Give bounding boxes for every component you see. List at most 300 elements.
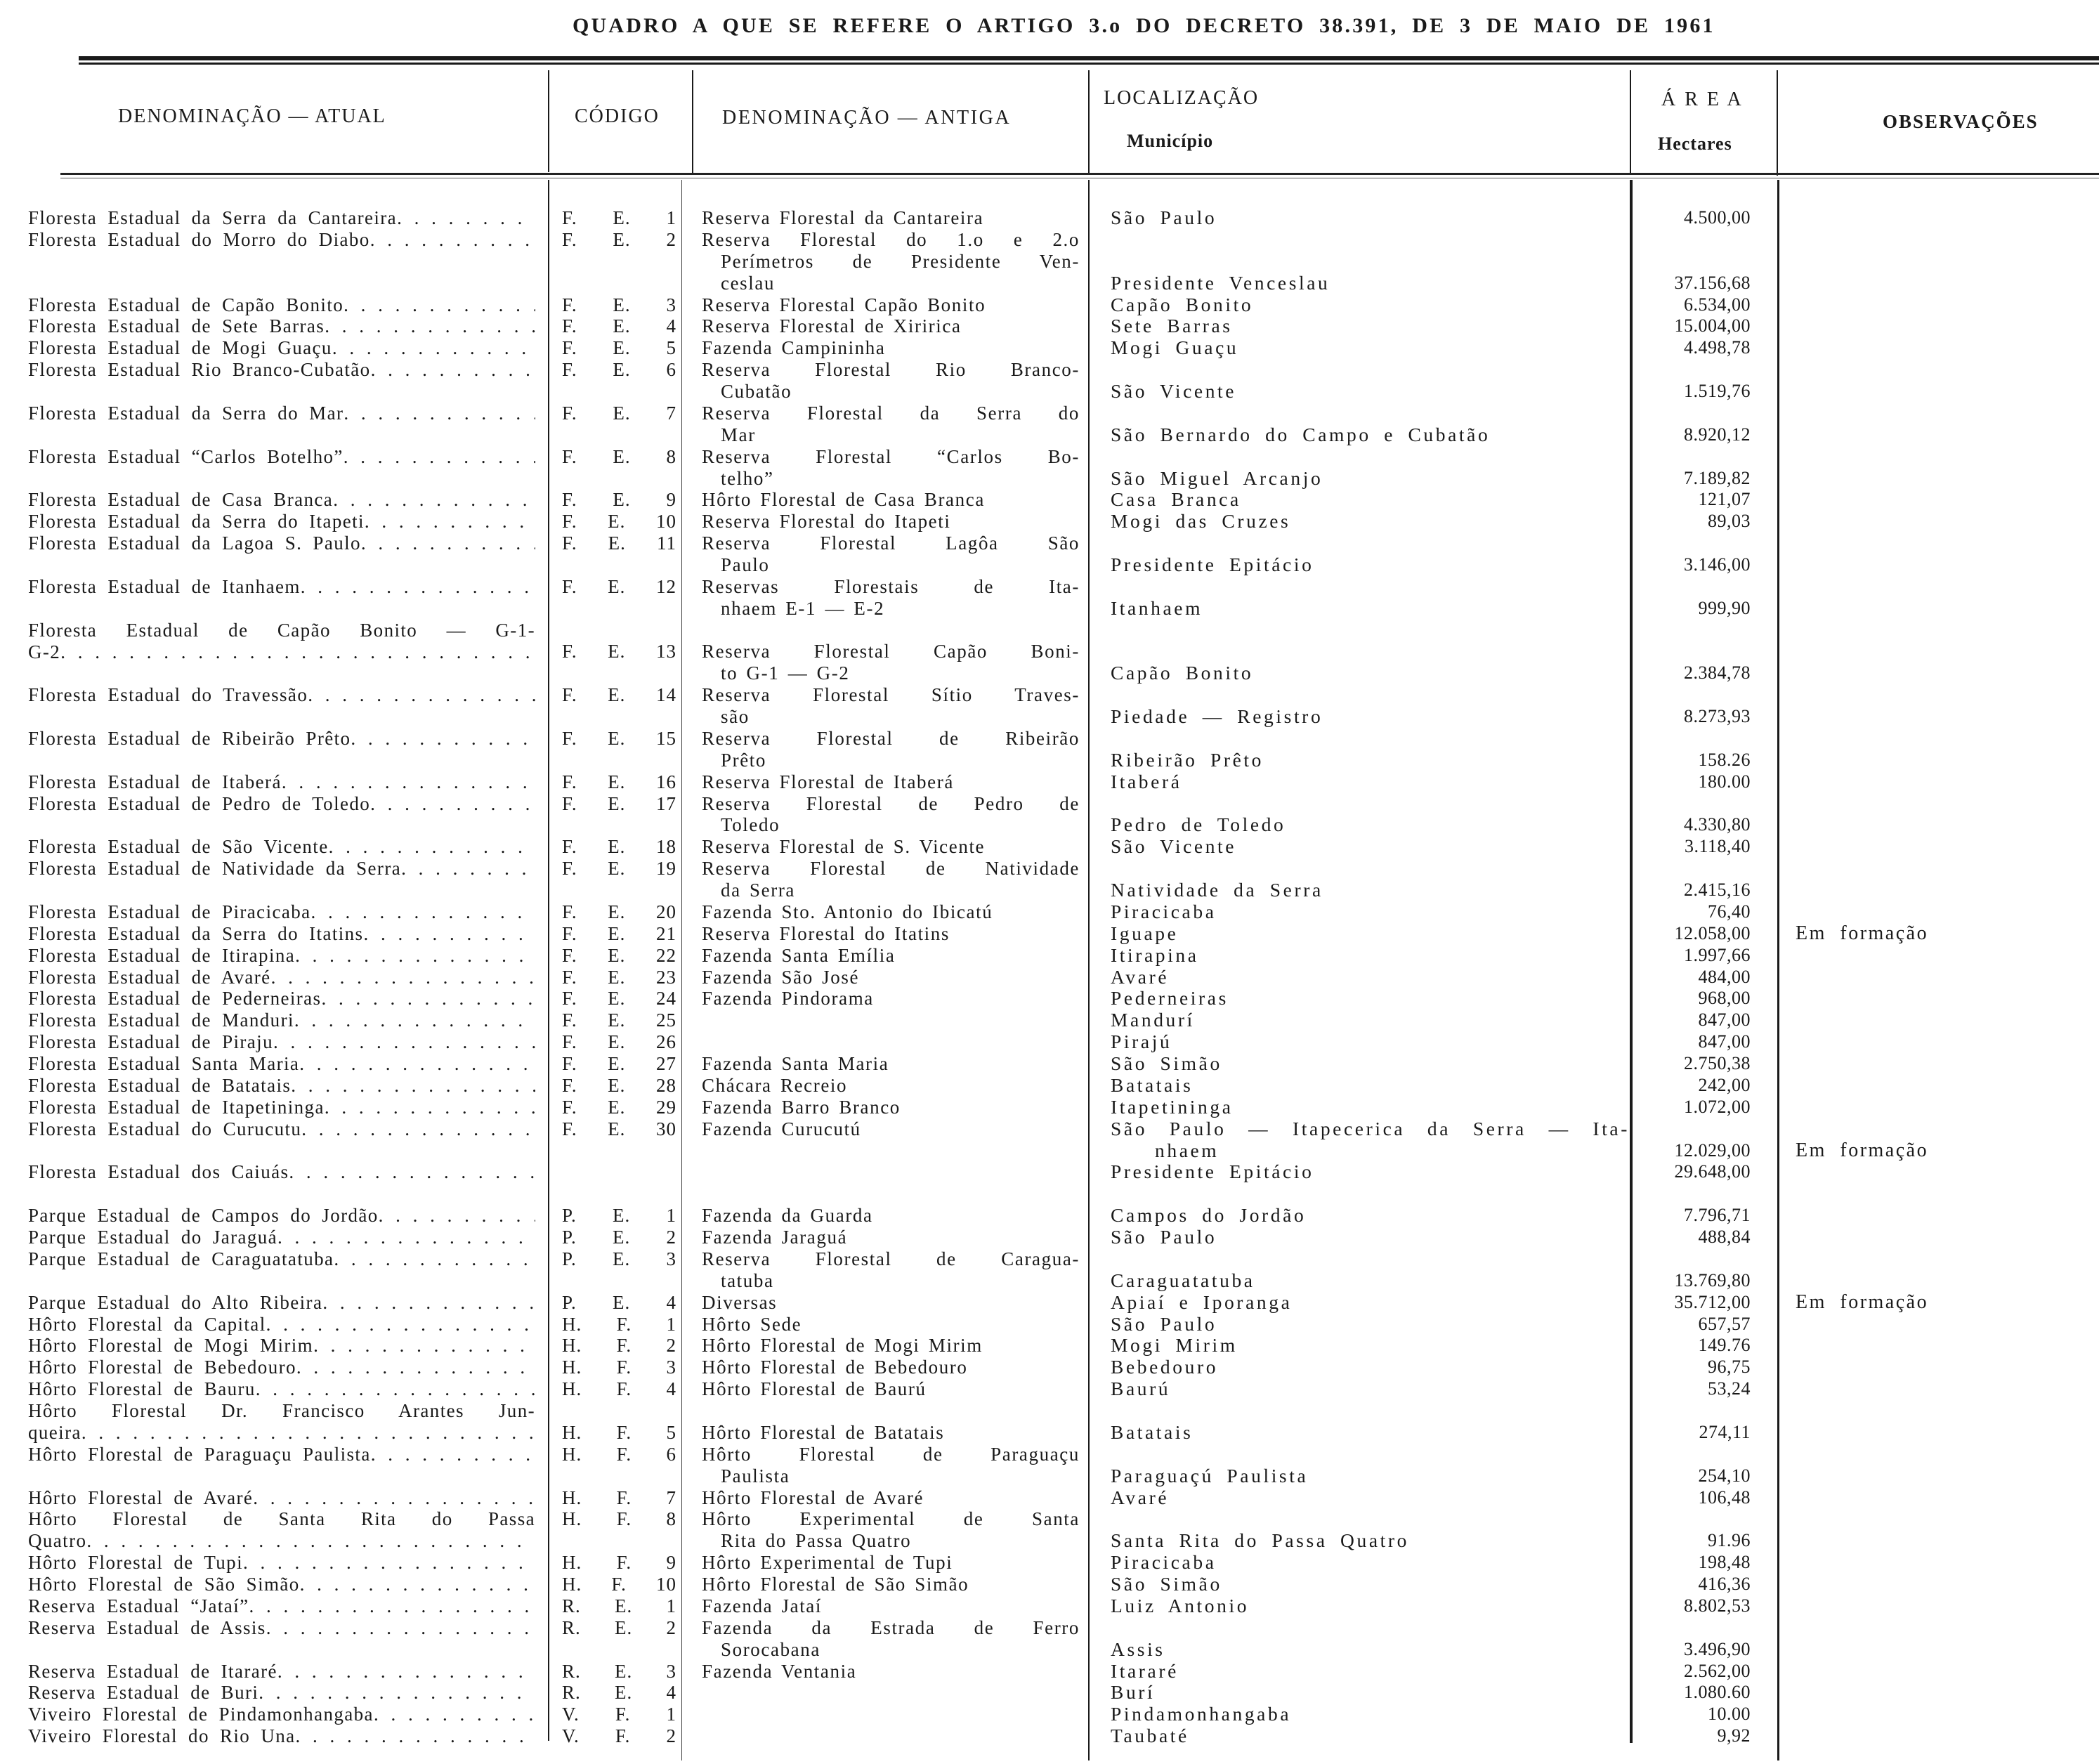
municipio-line: Pirajú — [1111, 1031, 1172, 1053]
observacoes-line: Em formação — [1796, 1291, 1929, 1313]
codigo — [549, 1314, 692, 1335]
denominacao-atual — [28, 1161, 535, 1183]
table-row — [0, 207, 2099, 229]
denominacao-antiga-line: Fazenda Ventania — [702, 1660, 857, 1682]
area-hectares-line: 37.156,68 — [1674, 272, 1751, 293]
codigo — [549, 294, 692, 316]
observacoes-line: Em formação — [1796, 1139, 1929, 1161]
codigo — [549, 207, 692, 229]
area-hectares — [1630, 901, 1777, 923]
codigo — [549, 511, 692, 533]
denominacao-atual — [28, 1552, 535, 1574]
codigo-line: F. E. 28 — [562, 1074, 676, 1096]
denominacao-antiga-line: Reserva Florestal do Itapeti — [702, 511, 951, 533]
denominacao-atual — [28, 1010, 535, 1031]
denominacao-atual — [28, 1075, 535, 1097]
denominacao-atual — [28, 1314, 535, 1335]
codigo-line: V. F. 1 — [562, 1704, 676, 1725]
denominacao-antiga-line: to G-1 — G-2 — [721, 662, 850, 684]
codigo-line: R. E. 3 — [562, 1660, 676, 1682]
area-hectares-line: 106,48 — [1698, 1487, 1751, 1508]
area-hectares-line: 76,40 — [1708, 901, 1751, 922]
denominacao-atual — [28, 620, 535, 685]
codigo-line: F. E. 14 — [562, 684, 676, 706]
denominacao-atual — [28, 294, 535, 316]
denominacao-atual-line: Floresta Estadual de Casa Branca . . . — [28, 489, 535, 511]
municipio-line: Itapetininga — [1111, 1095, 1234, 1118]
codigo — [549, 945, 692, 967]
denominacao-antiga — [692, 576, 1088, 620]
denominacao-atual-line: Floresta Estadual de São Vicente . . . — [28, 836, 535, 858]
municipio-line: Ribeirão Prêto — [1111, 748, 1264, 771]
denominacao-antiga-line: Reserva Florestal Capão Boni- — [702, 641, 1080, 662]
denominacao-antiga — [692, 728, 1088, 771]
denominacao-atual — [28, 1400, 535, 1444]
denominacao-atual-line: Hôrto Florestal de São Simão . . . — [28, 1574, 535, 1595]
table-row — [0, 1053, 2099, 1075]
municipio-line: Avaré — [1111, 1486, 1170, 1508]
denominacao-antiga — [692, 1487, 1088, 1509]
area-hectares — [1630, 836, 1777, 858]
denominacao-antiga-line: Hôrto Florestal de Batatais — [702, 1421, 945, 1443]
codigo-line: F. E. 19 — [562, 858, 676, 880]
denominacao-atual-line: Floresta Estadual de Itapetininga . . . — [28, 1097, 535, 1118]
denominacao-atual-line: G-2 . . . — [28, 641, 535, 663]
table-row — [0, 836, 2099, 858]
municipio — [1088, 1227, 1630, 1248]
municipio — [1088, 1270, 1630, 1292]
codigo-line: F. E. 22 — [562, 944, 676, 966]
codigo — [549, 967, 692, 988]
table-row — [0, 1595, 2099, 1617]
table-row — [0, 1097, 2099, 1118]
denominacao-atual — [28, 1357, 535, 1378]
denominacao-antiga-line: Reserva Florestal de Xiririca — [702, 315, 962, 337]
municipio — [1088, 1031, 1630, 1053]
codigo-line: F. E. 13 — [562, 641, 676, 662]
denominacao-atual — [28, 1682, 535, 1704]
denominacao-atual-line: Hôrto Florestal de Bebedouro . . . — [28, 1357, 535, 1378]
denominacao-antiga — [692, 967, 1088, 988]
denominacao-antiga-line: Hôrto Florestal de Avaré — [702, 1487, 924, 1508]
column-divider — [1630, 70, 1631, 174]
municipio — [1088, 1465, 1630, 1487]
municipio-line: Presidente Venceslau — [1111, 271, 1330, 294]
area-hectares-line: 1.997,66 — [1684, 944, 1751, 965]
table-row — [0, 1487, 2099, 1509]
area-hectares-line: 2.384,78 — [1684, 662, 1751, 684]
codigo — [549, 489, 692, 511]
denominacao-antiga — [692, 1595, 1088, 1617]
area-hectares-line: 968,00 — [1698, 988, 1751, 1009]
table-row — [0, 793, 2099, 837]
denominacao-atual — [28, 793, 535, 837]
table-row — [0, 923, 2099, 945]
codigo-line: H. F. 2 — [562, 1335, 676, 1357]
codigo — [549, 1335, 692, 1357]
area-hectares — [1630, 1314, 1777, 1335]
denominacao-atual-line: Reserva Estadual de Buri . . . — [28, 1682, 535, 1704]
denominacao-antiga — [692, 1097, 1088, 1118]
area-hectares-line: 488,84 — [1698, 1227, 1751, 1248]
denominacao-antiga — [692, 1335, 1088, 1357]
observacoes — [1777, 1292, 2099, 1314]
observacoes-line: Em formação — [1796, 922, 1929, 944]
table-row — [0, 945, 2099, 967]
denominacao-antiga-line: Fazenda Santa Emília — [702, 944, 896, 966]
codigo-line: F. E. 26 — [562, 1031, 676, 1053]
header-denominacao-atual: DENOMINAÇÃO — ATUAL — [118, 105, 386, 127]
area-hectares-line: 1.519,76 — [1684, 381, 1751, 401]
codigo — [549, 728, 692, 771]
area-hectares — [1630, 1031, 1777, 1053]
table-row — [0, 1704, 2099, 1725]
municipio — [1088, 1357, 1630, 1378]
codigo-line: H. F. 5 — [562, 1421, 676, 1443]
denominacao-antiga-line: Reserva Florestal da Serra do — [702, 402, 1080, 424]
area-hectares — [1630, 511, 1777, 533]
municipio-line: Mandurí — [1111, 1009, 1195, 1031]
codigo-line: F. E. 9 — [562, 489, 676, 511]
municipio — [1088, 836, 1630, 858]
municipio — [1088, 1422, 1630, 1444]
codigo-line: H. F. 10 — [562, 1574, 676, 1595]
municipio-line: Itanhaem — [1111, 596, 1203, 619]
codigo-line: F. E. 29 — [562, 1096, 676, 1118]
denominacao-antiga-line: Hôrto Florestal de São Simão — [702, 1574, 969, 1595]
denominacao-antiga-line: Hôrto Experimental de Santa — [702, 1508, 1080, 1530]
denominacao-antiga — [692, 771, 1088, 793]
area-hectares — [1630, 315, 1777, 337]
municipio — [1088, 1530, 1630, 1552]
denominacao-atual-line: Viveiro Florestal do Rio Una . . . — [28, 1725, 535, 1747]
area-hectares-line: 3.146,00 — [1684, 554, 1751, 575]
municipio-line: Caraguatatuba — [1111, 1269, 1255, 1291]
municipio-line: Mogi Guaçu — [1111, 337, 1239, 359]
municipio-line: Presidente Epitácio — [1111, 554, 1314, 575]
area-hectares-line: 121,07 — [1698, 489, 1751, 510]
codigo-line: R. E. 2 — [562, 1616, 676, 1638]
municipio-line: Baurú — [1111, 1378, 1171, 1400]
denominacao-antiga — [692, 207, 1088, 229]
municipio-line: Pederneiras — [1111, 987, 1229, 1010]
codigo-line: F. E. 2 — [562, 228, 676, 250]
area-hectares-line: 3.118,40 — [1684, 836, 1751, 857]
area-hectares — [1630, 337, 1777, 359]
denominacao-antiga-line: Hôrto Experimental de Tupi — [702, 1552, 953, 1574]
area-hectares — [1630, 1530, 1777, 1552]
area-hectares — [1630, 1682, 1777, 1704]
denominacao-atual — [28, 359, 535, 403]
municipio — [1088, 489, 1630, 511]
denominacao-antiga-line: Fazenda Barro Branco — [702, 1096, 901, 1118]
denominacao-atual-line: Floresta Estadual da Serra do Mar . . . — [28, 403, 535, 424]
denominacao-antiga-line: Rita do Passa Quatro — [721, 1530, 912, 1552]
area-hectares-line: 96,75 — [1708, 1357, 1751, 1378]
area-hectares — [1630, 1574, 1777, 1595]
denominacao-antiga-line: Perímetros de Presidente Ven- — [721, 250, 1080, 272]
denominacao-atual — [28, 1248, 535, 1292]
municipio — [1088, 1205, 1630, 1227]
denominacao-antiga — [692, 1118, 1088, 1162]
denominacao-antiga — [692, 858, 1088, 901]
denominacao-atual — [28, 1574, 535, 1595]
municipio — [1088, 511, 1630, 533]
area-hectares — [1630, 1270, 1777, 1292]
denominacao-antiga-line: Reserva Florestal do Itatins — [702, 922, 950, 944]
codigo-line: F. E. 16 — [562, 771, 676, 792]
codigo-line: H. F. 4 — [562, 1378, 676, 1400]
denominacao-antiga-line: Hôrto Florestal de Paraguaçu — [702, 1443, 1080, 1465]
municipio-line: Mogi das Cruzes — [1111, 510, 1291, 533]
denominacao-atual — [28, 1617, 535, 1661]
codigo — [549, 1097, 692, 1118]
area-hectares-line: 158.26 — [1698, 749, 1751, 770]
codigo — [549, 359, 692, 403]
denominacao-atual-line: Floresta Estadual de Piraju . . . — [28, 1031, 535, 1053]
denominacao-atual — [28, 988, 535, 1010]
denominacao-antiga — [692, 1444, 1088, 1487]
table-row — [0, 1400, 2099, 1444]
codigo — [549, 1161, 692, 1183]
area-hectares-line: 847,00 — [1698, 1031, 1751, 1052]
area-hectares — [1630, 1010, 1777, 1031]
codigo-line: H. F. 9 — [562, 1552, 676, 1574]
denominacao-antiga-line: Fazenda Curucutú — [702, 1118, 861, 1139]
area-hectares — [1630, 967, 1777, 988]
area-hectares-line: 7.796,71 — [1684, 1205, 1751, 1226]
denominacao-atual-line: Floresta Estadual de Itirapina . . . — [28, 945, 535, 967]
codigo-line: F. E. 11 — [562, 533, 676, 554]
codigo-line: F. E. 30 — [562, 1118, 676, 1139]
denominacao-atual — [28, 923, 535, 945]
area-hectares-line: 416,36 — [1698, 1574, 1751, 1595]
group-spacer — [0, 1183, 2099, 1205]
denominacao-antiga — [692, 1205, 1088, 1227]
denominacao-atual — [28, 771, 535, 793]
denominacao-antiga — [692, 684, 1088, 728]
area-hectares — [1630, 814, 1777, 836]
table-row — [0, 858, 2099, 901]
area-hectares-line: 89,03 — [1708, 511, 1751, 532]
denominacao-atual — [28, 1725, 535, 1747]
municipio-line: Santa Rita do Passa Quatro — [1111, 1529, 1409, 1552]
table-row — [0, 1075, 2099, 1097]
area-hectares-line: 149.76 — [1698, 1335, 1751, 1356]
codigo-line: F. E. 24 — [562, 988, 676, 1010]
municipio-line: São Paulo — [1111, 207, 1217, 228]
header-codigo: CÓDIGO — [575, 105, 660, 127]
area-hectares-line: 999,90 — [1698, 597, 1751, 618]
area-hectares — [1630, 1357, 1777, 1378]
area-hectares — [1630, 1205, 1777, 1227]
codigo — [549, 988, 692, 1010]
codigo — [549, 1661, 692, 1683]
municipio — [1088, 381, 1630, 403]
area-hectares — [1630, 1161, 1777, 1183]
denominacao-atual — [28, 207, 535, 229]
municipio-line: São Bernardo do Campo e Cubatão — [1111, 423, 1491, 445]
denominacao-atual — [28, 1704, 535, 1725]
table-row — [0, 1682, 2099, 1704]
denominacao-antiga — [692, 294, 1088, 316]
codigo — [549, 1400, 692, 1444]
codigo — [549, 1552, 692, 1574]
table-row — [0, 1205, 2099, 1227]
municipio — [1088, 1053, 1630, 1075]
codigo-line: H. F. 1 — [562, 1313, 676, 1335]
denominacao-atual-line: Floresta Estadual da Serra da Cantareira . . . — [28, 207, 535, 229]
denominacao-atual-line: Hôrto Florestal de Mogi Mirim . . . — [28, 1335, 535, 1357]
area-hectares-line: 8.920,12 — [1684, 424, 1751, 445]
denominacao-antiga-line: tatuba — [721, 1269, 774, 1291]
codigo — [549, 1508, 692, 1552]
municipio-line: Itaberá — [1111, 770, 1182, 792]
table-row — [0, 1227, 2099, 1248]
area-hectares-line: 9,92 — [1717, 1725, 1751, 1746]
denominacao-atual-line: Hôrto Florestal de Santa Rita do Passa — [28, 1508, 535, 1530]
area-hectares — [1630, 1639, 1777, 1661]
codigo-line: F. E. 21 — [562, 922, 676, 944]
area-hectares — [1630, 1704, 1777, 1725]
area-hectares — [1630, 771, 1777, 793]
denominacao-antiga — [692, 923, 1088, 945]
denominacao-antiga-line: Reserva Florestal “Carlos Bo- — [702, 445, 1080, 467]
document-title: QUADRO A QUE SE REFERE O ARTIGO 3.o DO DECRETO 38.391, DE 3 DE MAIO DE 1961 — [573, 14, 1715, 37]
area-hectares-line: 12.058,00 — [1674, 922, 1751, 943]
municipio-line: Itararé — [1111, 1659, 1179, 1682]
codigo — [549, 1595, 692, 1617]
municipio-line: São Paulo — Itapecerica da Serra — Ita- — [1111, 1117, 1630, 1139]
denominacao-atual-line: Floresta Estadual dos Caiuás . . . — [28, 1161, 535, 1183]
codigo — [549, 1227, 692, 1248]
denominacao-antiga-line: ceslau — [721, 272, 776, 294]
area-hectares — [1630, 1227, 1777, 1248]
denominacao-antiga — [692, 1292, 1088, 1314]
denominacao-antiga — [692, 1053, 1088, 1075]
codigo — [549, 1378, 692, 1400]
denominacao-antiga-line: Reserva Florestal de Natividade — [702, 858, 1080, 880]
denominacao-antiga — [692, 1161, 1088, 1183]
area-hectares-line: 198,48 — [1698, 1552, 1751, 1573]
denominacao-antiga-line: Fazenda Santa Maria — [702, 1053, 889, 1075]
municipio — [1088, 468, 1630, 490]
denominacao-antiga-line: Reserva Florestal Sítio Traves- — [702, 684, 1080, 706]
denominacao-atual-line: Hôrto Florestal de Paraguaçu Paulista . . . — [28, 1444, 535, 1465]
codigo — [549, 1118, 692, 1162]
municipio — [1088, 967, 1630, 988]
municipio-line: Batatais — [1111, 1073, 1194, 1096]
denominacao-atual — [28, 489, 535, 511]
table-row — [0, 294, 2099, 316]
codigo — [549, 1031, 692, 1053]
area-hectares-line: 8.273,93 — [1684, 706, 1751, 727]
area-hectares-line: 254,10 — [1698, 1465, 1751, 1486]
denominacao-atual — [28, 1097, 535, 1118]
codigo — [549, 620, 692, 685]
municipio — [1088, 1314, 1630, 1335]
denominacao-antiga — [692, 403, 1088, 446]
codigo-line: H. F. 8 — [562, 1508, 676, 1530]
municipio — [1088, 424, 1630, 446]
table-row — [0, 1031, 2099, 1053]
denominacao-antiga — [692, 1400, 1088, 1444]
denominacao-antiga-line: Fazenda Pindorama — [702, 988, 874, 1010]
denominacao-antiga — [692, 533, 1088, 576]
denominacao-atual-line: Floresta Estadual “Carlos Botelho” . . . — [28, 446, 535, 468]
denominacao-antiga-line: Reserva Florestal de Pedro de — [702, 792, 1080, 814]
municipio-line: Luiz Antonio — [1111, 1594, 1250, 1616]
denominacao-antiga-line: Hôrto Florestal de Mogi Mirim — [702, 1335, 983, 1357]
table-row — [0, 1574, 2099, 1595]
codigo-line: F. E. 4 — [562, 315, 676, 337]
area-hectares — [1630, 381, 1777, 403]
denominacao-antiga — [692, 901, 1088, 923]
municipio-line: Itirapina — [1111, 943, 1199, 966]
table-row — [0, 229, 2099, 294]
area-hectares — [1630, 662, 1777, 684]
area-hectares-line: 2.562,00 — [1684, 1660, 1751, 1681]
area-hectares-line: 7.189,82 — [1684, 467, 1751, 488]
denominacao-atual-line: Hôrto Florestal da Capital . . . — [28, 1314, 535, 1335]
municipio — [1088, 750, 1630, 771]
denominacao-antiga-line: são — [721, 706, 750, 728]
codigo — [549, 576, 692, 620]
denominacao-atual-line: Floresta Estadual de Sete Barras . . . — [28, 315, 535, 337]
denominacao-atual — [28, 337, 535, 359]
denominacao-antiga-line: Hôrto Florestal de Baurú — [702, 1378, 927, 1400]
denominacao-atual-line: Parque Estadual de Caraguatatuba . . . — [28, 1248, 535, 1270]
denominacao-antiga-line: Fazenda Jataí — [702, 1595, 822, 1616]
codigo-line: F. E. 23 — [562, 966, 676, 988]
area-hectares — [1630, 1725, 1777, 1747]
municipio — [1088, 1292, 1630, 1314]
denominacao-atual-line: Floresta Estadual da Serra do Itatins . . . — [28, 923, 535, 945]
table-row — [0, 1335, 2099, 1357]
denominacao-atual — [28, 1378, 535, 1400]
codigo — [549, 1205, 692, 1227]
area-hectares-line: 10.00 — [1708, 1704, 1751, 1725]
denominacao-atual — [28, 229, 535, 294]
codigo — [549, 1682, 692, 1704]
area-hectares — [1630, 294, 1777, 316]
municipio — [1088, 923, 1630, 945]
header-denominacao-antiga: DENOMINAÇÃO — ANTIGA — [722, 107, 1012, 129]
denominacao-atual — [28, 1444, 535, 1487]
table-row — [0, 1725, 2099, 1747]
codigo-line: H. F. 7 — [562, 1487, 676, 1508]
codigo-line: F. E. 3 — [562, 294, 676, 315]
denominacao-atual-line: Floresta Estadual da Lagoa S. Paulo . . . — [28, 533, 535, 554]
municipio-line: Campos do Jordão — [1111, 1204, 1307, 1227]
table-row — [0, 1292, 2099, 1314]
codigo — [549, 1444, 692, 1487]
municipio-line: nhaem — [1155, 1139, 1219, 1161]
codigo — [549, 446, 692, 490]
municipio-line: Piracicaba — [1111, 1551, 1217, 1574]
codigo-line: F. E. 27 — [562, 1053, 676, 1075]
header-bottom-rule — [60, 173, 2099, 175]
area-hectares — [1630, 489, 1777, 511]
municipio-line: Piedade — Registro — [1111, 705, 1323, 728]
area-hectares-line: 4.330,80 — [1684, 814, 1751, 835]
municipio-line: São Paulo — [1111, 1312, 1217, 1335]
table-row — [0, 533, 2099, 576]
denominacao-atual — [28, 1487, 535, 1509]
denominacao-antiga-line: Reserva Florestal Capão Bonito — [702, 294, 986, 315]
table-row — [0, 1248, 2099, 1292]
area-hectares-line: 4.498,78 — [1684, 337, 1751, 358]
